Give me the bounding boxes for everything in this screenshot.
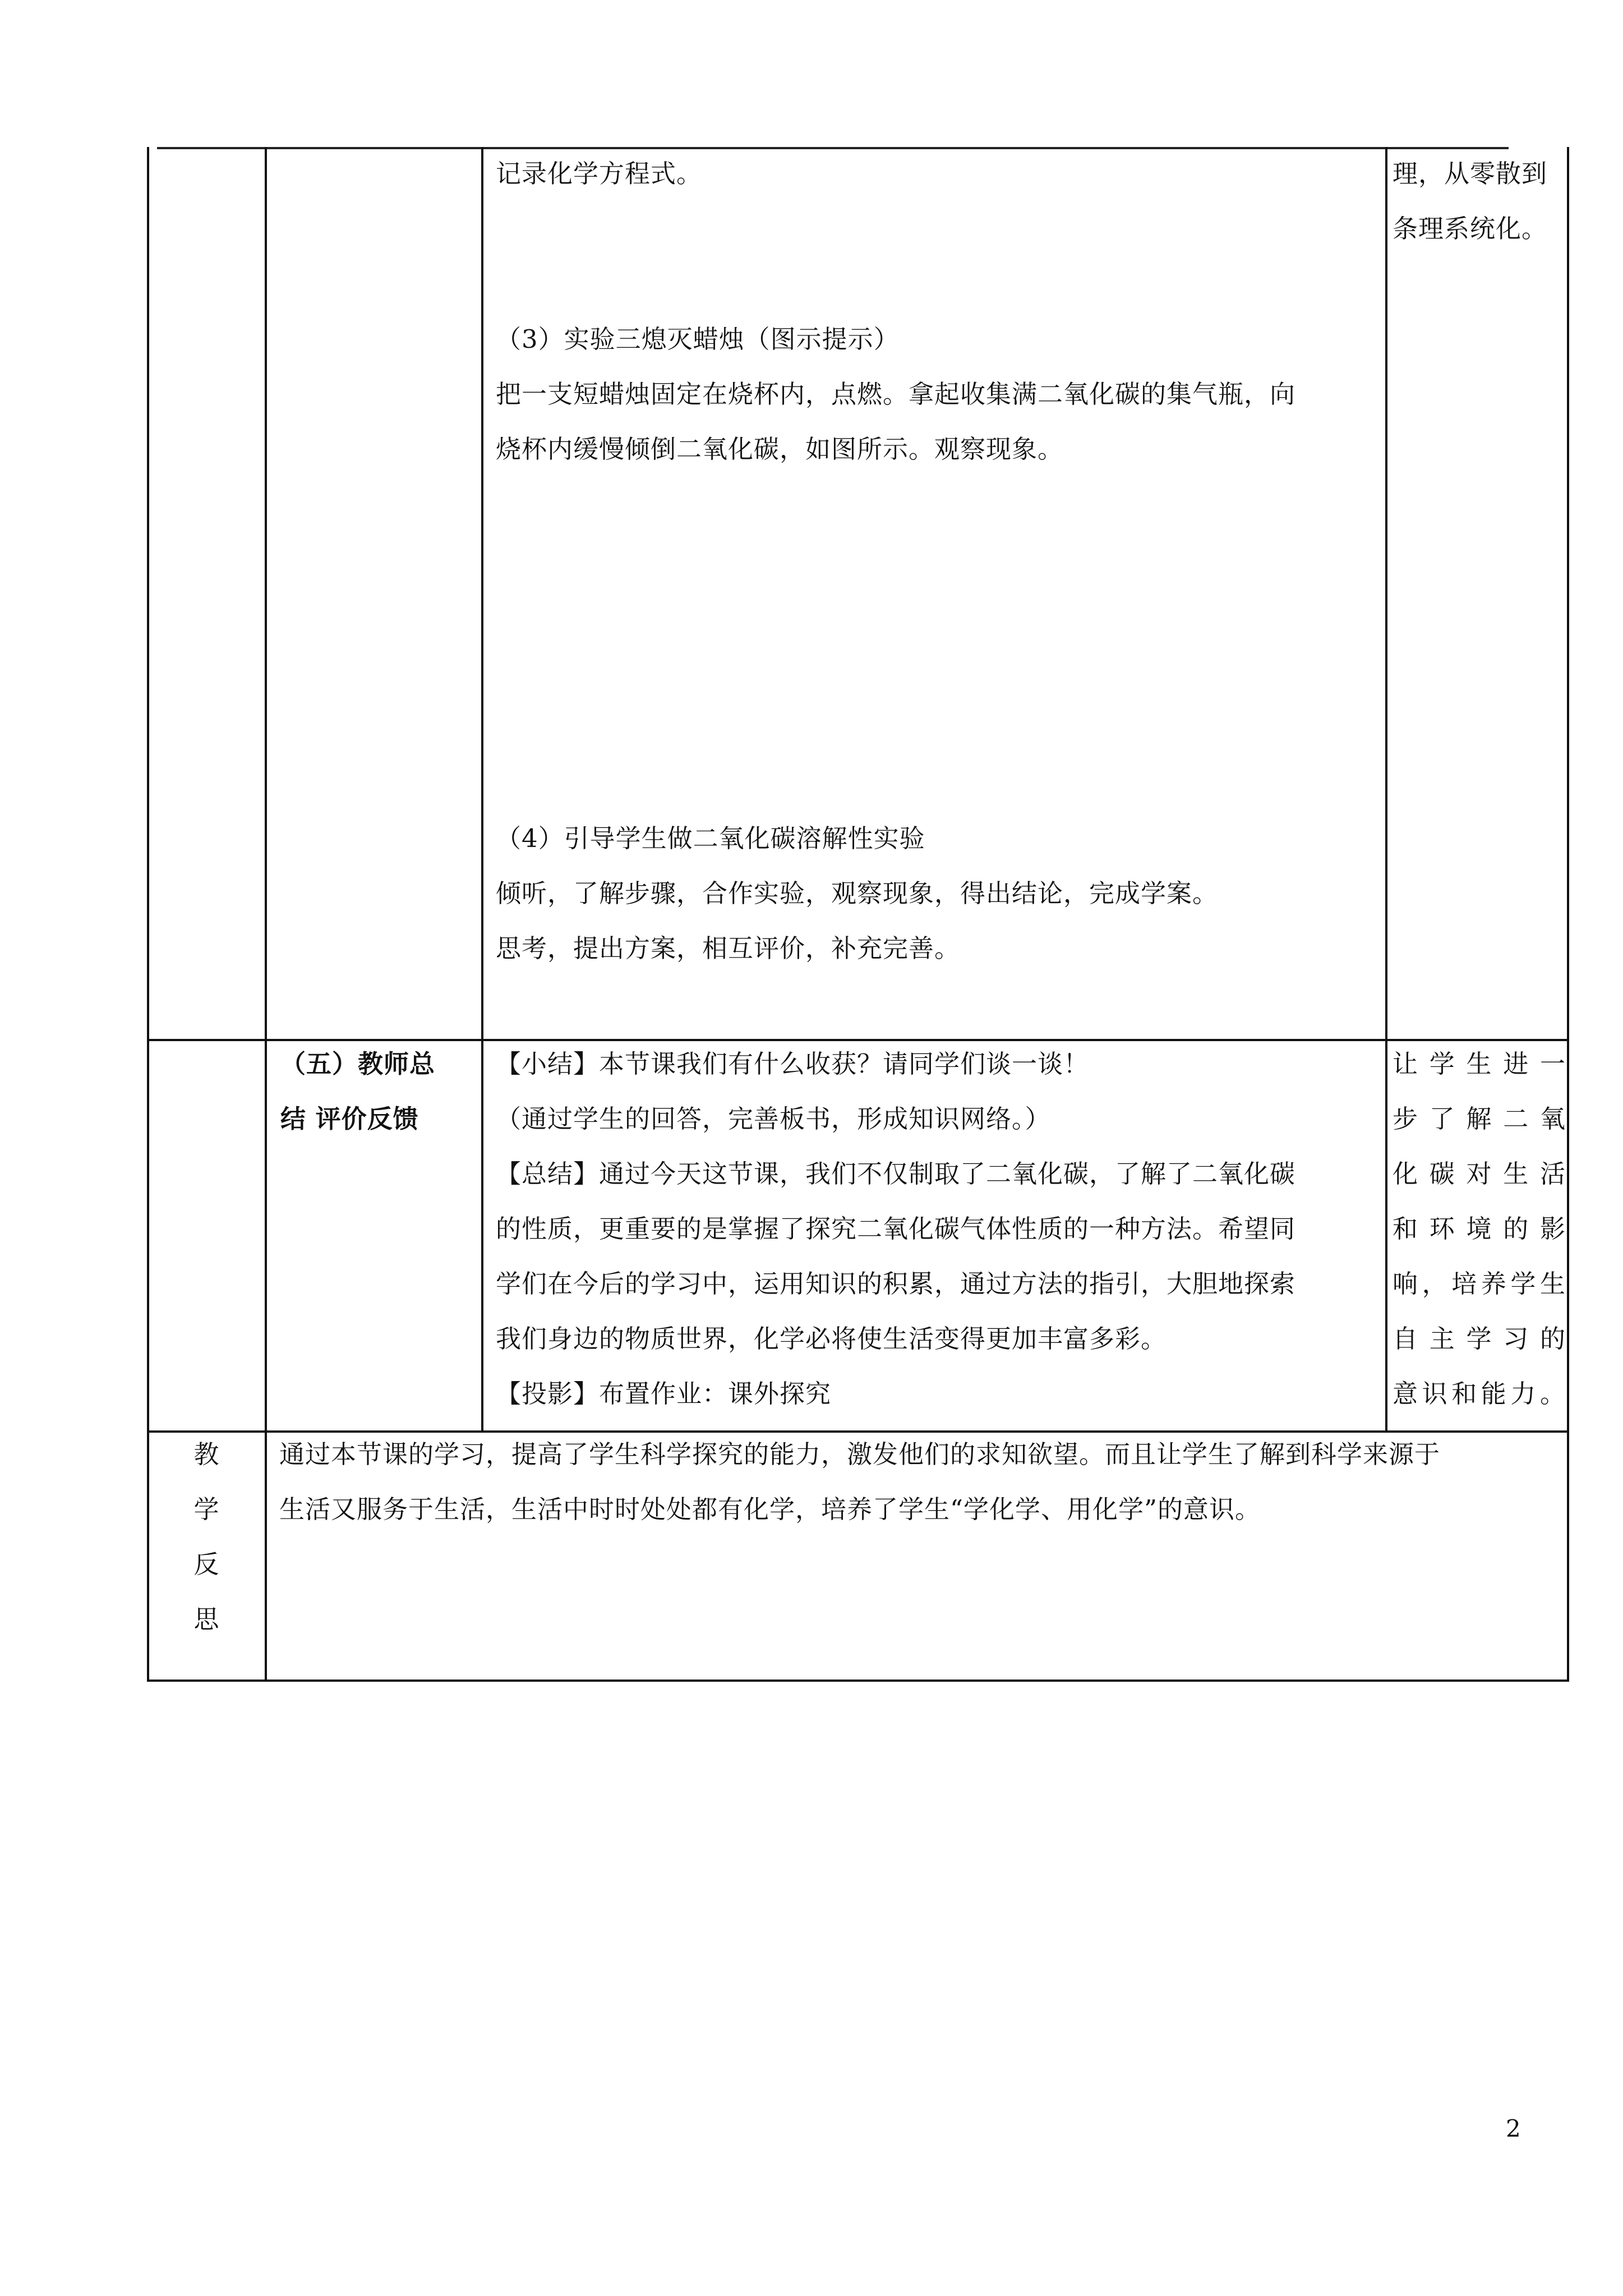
text-line: （4）引导学生做二氧化碳溶解性实验 <box>496 823 925 853</box>
text-line: 步了解二氧 <box>1393 1104 1565 1134</box>
stage-title-line: 结 评价反馈 <box>280 1104 419 1134</box>
text-line: 记录化学方程式。 <box>496 159 703 188</box>
table-border-right <box>1567 147 1569 1682</box>
label-char: 反 <box>193 1549 219 1579</box>
text-line: 化碳对生活 <box>1393 1159 1565 1189</box>
text-line: 让学生进一 <box>1393 1049 1565 1079</box>
text-line: 条理系统化。 <box>1393 214 1548 243</box>
table-border-col1 <box>265 147 267 1682</box>
label-char: 教 <box>193 1439 219 1469</box>
table-row-divider-1 <box>147 1039 1569 1041</box>
text-line: 学们在今后的学习中，运用知识的积累，通过方法的指引，大胆地探索 <box>496 1269 1296 1299</box>
text-line: 通过本节课的学习，提高了学生科学探究的能力，激发他们的求知欲望。而且让学生了解到科学来源于 <box>279 1439 1441 1469</box>
stage-title-line: （五）教师总 <box>280 1049 436 1079</box>
text-line: 意识和能力。 <box>1393 1379 1565 1409</box>
table-border-left <box>147 147 149 1682</box>
text-line: 烧杯内缓慢倾倒二氧化碳，如图所示。观察现象。 <box>496 434 1064 464</box>
text-line: 【投影】布置作业：课外探究 <box>496 1379 832 1409</box>
text-line: 【小结】本节课我们有什么收获？请同学们谈一谈！ <box>496 1049 1090 1079</box>
text-line: 把一支短蜡烛固定在烧杯内，点燃。拿起收集满二氧化碳的集气瓶，向 <box>496 379 1296 409</box>
text-line: 倾听，了解步骤，合作实验，观察现象，得出结论，完成学案。 <box>496 878 1219 908</box>
text-line: 理，从零散到 <box>1393 159 1548 188</box>
text-line: 的性质，更重要的是掌握了探究二氧化碳气体性质的一种方法。希望同 <box>496 1214 1296 1244</box>
label-char: 思 <box>193 1604 219 1634</box>
text-line: 思考，提出方案，相互评价，补充完善。 <box>496 933 961 963</box>
text-line: 我们身边的物质世界，化学必将使生活变得更加丰富多彩。 <box>496 1324 1167 1354</box>
table-border-col3 <box>1385 147 1387 1432</box>
header-rule <box>157 147 1509 149</box>
label-char: 学 <box>193 1494 219 1524</box>
table-border-bottom <box>147 1680 1569 1682</box>
page-number: 2 <box>1506 2115 1521 2142</box>
text-line: （3）实验三熄灭蜡烛（图示提示） <box>496 324 900 354</box>
text-line: 【总结】通过今天这节课，我们不仅制取了二氧化碳，了解了二氧化碳 <box>496 1159 1296 1189</box>
text-line: 生活又服务于生活，生活中时时处处都有化学，培养了学生“学化学、用化学”的意识。 <box>279 1494 1261 1524</box>
table-border-col2 <box>481 147 483 1432</box>
table-row-divider-2 <box>147 1430 1569 1433</box>
text-line: 和环境的影 <box>1393 1214 1565 1244</box>
text-line: （通过学生的回答，完善板书，形成知识网络。） <box>496 1104 1051 1134</box>
text-line: 响，培养学生 <box>1393 1269 1565 1299</box>
text-line: 自主学习的 <box>1393 1324 1565 1354</box>
